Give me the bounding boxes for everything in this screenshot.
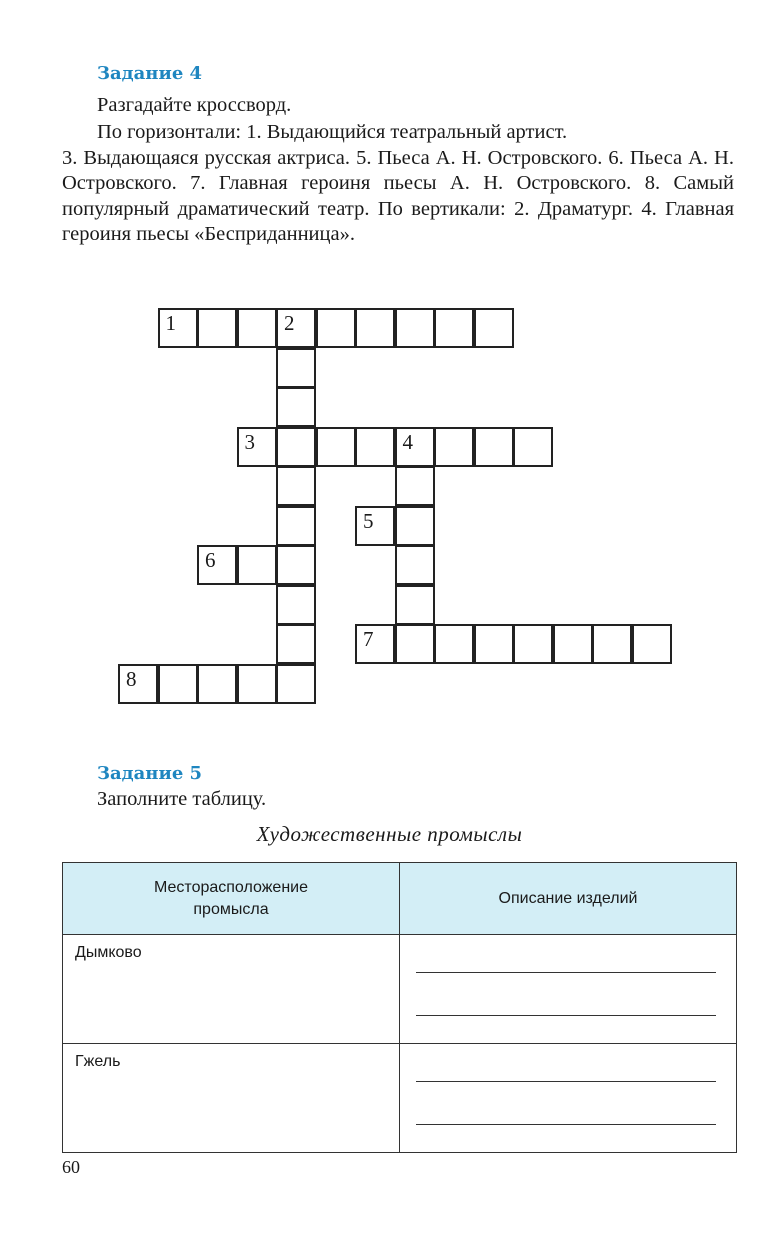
crossword-cell[interactable]: [632, 624, 672, 664]
crossword-cell[interactable]: [197, 545, 237, 585]
crossword-clue-number: 1: [165, 311, 176, 335]
crossword-cell[interactable]: [355, 624, 395, 664]
crossword-cell[interactable]: [237, 427, 277, 467]
crossword-cell[interactable]: [316, 308, 356, 348]
crossword-cell[interactable]: [513, 427, 553, 467]
crossword-clue-number: 2: [284, 311, 295, 335]
task-5-instruction: Заполните таблицу.: [97, 788, 267, 810]
task-4-text: [62, 120, 734, 248]
crossword-cell[interactable]: [276, 427, 316, 467]
row-description-gzhel[interactable]: [400, 1044, 737, 1153]
crossword-clue-number: 8: [126, 666, 137, 691]
crossword-cell[interactable]: [276, 545, 316, 585]
crossword-cell[interactable]: [276, 466, 316, 506]
header-description: Описание изделий: [400, 863, 737, 935]
crossword-clue-number: 5: [363, 508, 374, 533]
crossword-cell[interactable]: [395, 466, 435, 506]
table-row: [63, 935, 737, 1044]
crossword-cell[interactable]: [276, 624, 316, 664]
crossword-clue-number: 7: [363, 627, 374, 651]
crossword-cell[interactable]: [237, 664, 277, 704]
crossword-cell[interactable]: [237, 545, 277, 585]
crossword-cell[interactable]: [276, 308, 316, 348]
crossword-cell[interactable]: [592, 624, 632, 664]
crossword-cell[interactable]: [395, 624, 435, 664]
crossword-cell[interactable]: [355, 506, 395, 546]
crossword-clue-number: 6: [205, 548, 216, 572]
crossword-cell[interactable]: [434, 308, 474, 348]
answer-line[interactable]: [416, 1081, 716, 1082]
header-location: Месторасположение промысла: [63, 863, 400, 935]
crossword-cell[interactable]: [553, 624, 593, 664]
crossword-clue-number: 3: [244, 429, 255, 454]
task-4-intro: Разгадайте кроссворд.: [97, 94, 292, 116]
crossword-cell[interactable]: [395, 427, 435, 467]
crossword-cell[interactable]: [197, 664, 237, 704]
table-header-row: [63, 863, 737, 935]
crossword-cell[interactable]: [513, 624, 553, 664]
row-location-dymkovo: Дымково: [63, 935, 400, 1044]
crossword-cell[interactable]: [474, 624, 514, 664]
task-4-text-horizontal: По горизонтали: 1. Выдающийся театральный артист.: [97, 121, 568, 143]
table-caption: Художественные промыслы: [256, 822, 523, 846]
crossword-cell[interactable]: [474, 308, 514, 348]
page-number: 60: [62, 1157, 80, 1177]
crossword-cell[interactable]: [237, 308, 277, 348]
crossword-cell[interactable]: [355, 308, 395, 348]
crossword-cell[interactable]: [395, 308, 435, 348]
crossword-cell[interactable]: [434, 624, 474, 664]
answer-line[interactable]: [416, 972, 716, 973]
crossword-cell[interactable]: [158, 664, 198, 704]
crossword-cell[interactable]: [276, 348, 316, 388]
crossword-cell[interactable]: [474, 427, 514, 467]
crossword-cell[interactable]: [316, 427, 356, 467]
crossword-cell[interactable]: [276, 387, 316, 427]
crossword-cell[interactable]: [395, 545, 435, 585]
crossword-cell[interactable]: [118, 664, 158, 704]
crossword-cell[interactable]: [158, 308, 198, 348]
crossword-cell[interactable]: [197, 308, 237, 348]
task-4-text-clues: 3. Выдающаяся русская актриса. 5. Пьеса А. Н. Островского. 6. Пьеса А. Н. Островского. 7. Главная героиня пьесы А. Н. Островского. 8. Самый популярный драматический театр. По вертикали: 2. Драматург. 4. Главная героиня пьесы «Бесприданница».: [62, 146, 734, 245]
crossword-cell[interactable]: [355, 427, 395, 467]
task-5-title: Задание 5: [97, 763, 203, 784]
row-description-dymkovo[interactable]: [400, 935, 737, 1044]
task-4-title: Задание 4: [97, 63, 203, 84]
crossword-clue-number: 4: [402, 429, 413, 454]
answer-line[interactable]: [416, 1124, 716, 1125]
crossword-cell[interactable]: [276, 585, 316, 625]
crossword-cell[interactable]: [395, 506, 435, 546]
crossword-cell[interactable]: [395, 585, 435, 625]
table-row: [63, 1044, 737, 1153]
crossword-cell[interactable]: [434, 427, 474, 467]
crossword-cell[interactable]: [276, 664, 316, 704]
row-location-gzhel: Гжель: [63, 1044, 400, 1153]
answer-line[interactable]: [416, 1015, 716, 1016]
crossword-cell[interactable]: [276, 506, 316, 546]
crafts-table: [62, 862, 737, 1153]
